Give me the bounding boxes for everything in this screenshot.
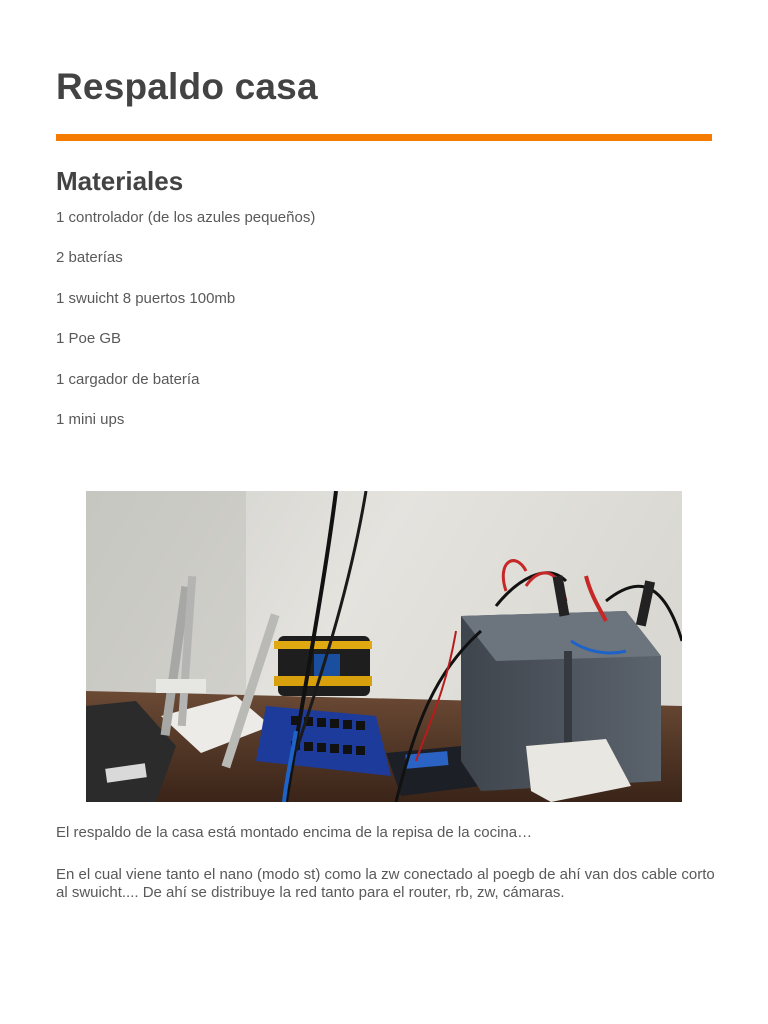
list-item: 1 cargador de batería	[56, 370, 200, 388]
materials-list	[56, 209, 315, 451]
materials-heading: Materiales	[56, 166, 184, 196]
paragraph: El respaldo de la casa está montado encima de la repisa de la cocina…	[56, 824, 533, 841]
list-item: 2 baterías	[56, 249, 123, 267]
paragraph: En el cual viene tanto el nano (modo st) como la zw conectado al poegb de ahí van dos cable corto al swuicht.... De ahí se distribuye la red tanto para el router, rb, zw, cámaras.	[56, 866, 715, 901]
list-item: 1 swuicht 8 puertos 100mb	[56, 289, 236, 307]
list-item: 1 Poe GB	[56, 330, 122, 348]
page-title: Respaldo casa	[56, 66, 318, 107]
list-item: 1 mini ups	[56, 410, 125, 428]
list-item: 1 controlador (de los azules pequeños)	[56, 209, 316, 226]
equipment-photo	[86, 491, 682, 802]
title-divider	[56, 134, 712, 141]
